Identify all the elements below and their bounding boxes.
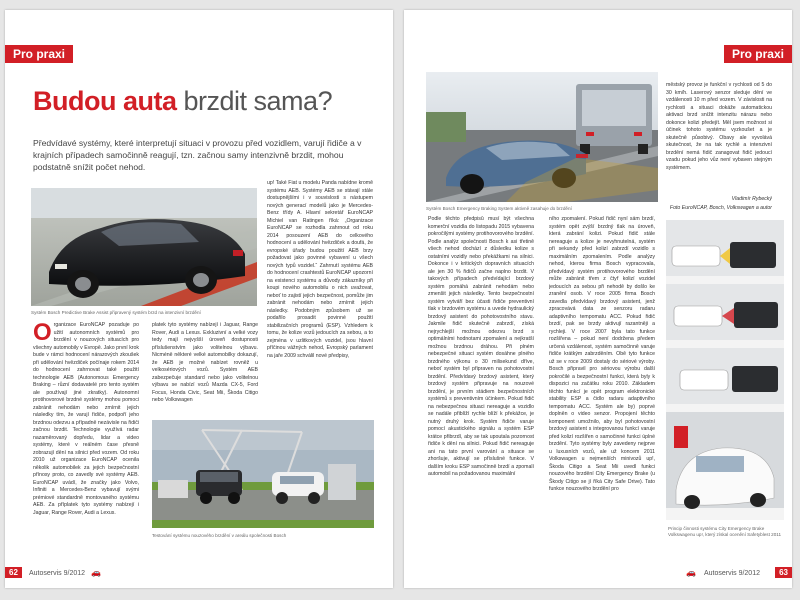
text-column-2: ního zpomalení. Pokud řidič nyní sám brzdí, systém opět zvýší brzdný tlak na úroveň, která zabrání kolizi. Pokud řidič stále nereaguje a kolize je nevyhnutelná, systém při sekundy před kolizí zabrzdí vozidlo s maximálním zpomalením. Podle analýzy nehod, kterou firma Bosch vypracovala, předvídavý systém protihovorového brzdění může zabránit třem z čtyř kolizí vozidel jedoucích za sebou při nehodě by došlo ke zranění osob. V roce 2005 firma Bosch zavedla předvídavý brzdový asistent, jenž zpracovává data ze senzoru radaru adaptivního tempomatu ACC. Pokud řidič brzdí, pak se brzdy aktivují razantněji a rychleji. V roce 2007 byla tato funkce rozšířena – pokud není dodržena předem určená vzdálenost, systém samočinně varuje řidiče krátkým zabrzděním. Obě tyto funkce už se v roce 2009 dostaly do sériové výroby. Bosch připravil pro sériovou výrobu další pokročilé a bezpečnostní funkci, která byly k dispozici na začátku roku 2010. Základem těchto funkcí je opět program elektronické stability ESP a čidlo radaru adaptivního tempomatu ACC. Systém ale by) poprvé doplněn o video senzor. Propojení těchto komponent umožnilo, aby byl pohotovostní brzdový asistent s integrovanou funkcí varuje před kolizí rozšířen o samočinné funkci úplné brzdění. Tyto systémy byly zavedeny nejprve u luxusních vozů, ale už koncem 2011 Volkswagen u nejmenších minivozů up!, Škoda Citigo a Seat Mii uvedl funkci nouzového brzdění City Emergency Brake (u Škody Citigo se jí říká City Safe Drive). Tato funkce nouzového brzdění pro bbox=[549, 216, 655, 492]
magazine-name: Autoservis 9/2012 bbox=[703, 570, 760, 577]
drop-cap: O bbox=[33, 322, 52, 346]
text-column-3: up! Také Fiat u modelu Panda nabídne kromě systému AEB. Systémy AEB se stávají stále dostupnějšími i v souvislosti s nástupem nových generací modelů jako je Mercedes-Benz třídy A. Hlavní sekretář EuroNCAP Michiel van Ratingen říká: „Organizace EuroNCAP se rozhodla zahrnout od roku 2014 posouzení AEB do celkového hodnocení a udělování hvězdiček a doufá, že evropské úřady budou použití AEB brzy požadovat jako povinné vybavení u všech nových typů vozidel.“ Zahrnutí systému AEB do hodnocení crashtestů EuroNCAP upozorní na existenci systému a důvody zákazníky při koupi nového automobilu o nich uvažovat, neboť to zajistí jejich bezpečnost, pomůže jim zabránit nehodám nebo zmírnit jejich následky. Podobným způsobem už se podařilo prosadit povinné použití stabilizačních programů (ESP). Vzhledem k tomu, že kolize vozů jedoucích za sebou, a to zejména v uzlitkových vozidel, jsou hlavní příčinou vážných nehod, Evropský parlament na jaře 2009 schválil nové předpisy, bbox=[267, 180, 373, 359]
title-bold: Budou auta bbox=[33, 86, 177, 116]
right-page bbox=[404, 10, 792, 588]
page-number: 63 bbox=[775, 567, 792, 578]
magazine-name: Autoservis 9/2012 bbox=[29, 570, 86, 577]
page-number: 62 bbox=[5, 567, 22, 578]
text-column-2: platek tyto systémy nabízejí i Jaguar, Range Rover, Audi a Lexus. Exkluzivní a velké vozy tedy mají nejvyšší úroveň dostupnosti příslušenstvím jako volitelnou výbavu. Nicméně některé velké automobilky dokazují, že AEB je možné nabízet rovněž u velkosériových vozů. Systém AEB zabezpečuje standard nebo jako volitelnou výbavu se nabízí vozů Mazda CX-5, Ford Focus, Honda Civic, Seat Mii, Škoda Citigo nebo Volkswagen bbox=[152, 322, 258, 403]
text-column-1: Podle těchto předpisů musí být všechna komerční vozidla do listopadu 2015 vybavena pokročilými systémy protihovorového brzdění. Podle analýz společnosti Bosch k asi třetině všech nehod dochází z důsledku kolize s ostatními vozidly nebo překážkami na silnici. Dokonce i v kritických dopravních situacích ale jen 30 % řidičů začne naplno brzdit. V takových případech předvídající brzdový systém pomáhá zabránit nehodám nebo zmenšit jejich následky. Tento bezpečnostní systém vytváří bez účasti řidiče preventivní tlak v brzdovém systému a uvede hydraulický brzdový asistent do pohotovostního stavu. Jakmile řidič skutečně zabrzdí, získá nejrychlejší možnou odezvu brzd s optimálními hodnotami zpomalení a nejkratší možnou brzdnou dráhou. Při plném nebezpečné situaci systém dosáhne plného brzdného výkonu o 30 milisekund dříve, neboť systém byl připraven na pohotovostní brzdění. Předvídavý brzdový asistent, který brzdový systém připravuje na nouzové brzdění, je prvním stádiem bezpečnostních systémů s preventivním účinkem. Pokud řidič na nebezpečnou situaci nereaguje a vozidlo se nadále přiblíží rychle blíží k překážce, je nutný druhý krok. Systém řidiče varuje pomocí akustického signálu a systém ESP krátce přibrzdí, aby se tak upoutala pozornost řidiče k dění na silnici. Pokud řidič nereaguje ani na tato první varování a situace se zhoršuje, aktivují se příslušné funkce. V dalším kroku ESP samočinně brzdí a zpomalí automobil na požadovanou maximální bbox=[428, 216, 534, 477]
diagram-city-emergency-brake bbox=[666, 220, 784, 520]
car-icon: 🚗 bbox=[91, 568, 101, 577]
photo-emergency-braking bbox=[426, 72, 658, 202]
author-signature: Vladimír Rybecký bbox=[731, 196, 772, 202]
lead-paragraph: Předvídavé systémy, které interpretují situaci v provozu před vozidlem, varují řidiče a v krajních případech samočinně reagují, tzn. začnou samy intenzivně brzdit, mohou podstatně snížit počet nehod. bbox=[33, 138, 362, 172]
article-title bbox=[33, 86, 332, 117]
photo-brake-test bbox=[152, 420, 374, 528]
photo-caption: Systém Bosch Predictive Brake Assist připravený systém brzd na intenzivní brzdění bbox=[31, 310, 201, 315]
title-normal: brzdit sama? bbox=[183, 86, 333, 116]
car-icon: 🚗 bbox=[686, 568, 696, 577]
text-column-3: městský provoz je funkční v rychlosti od 5 do 30 km/h. Laserový senzor sleduje dění ve vzdálenosti 10 m před vozem. V závislosti na rychlosti a situaci dokáže automatickou aktivaci brzd snížit intenzitu nárazu nebo dokonce kolizi předejít. Měl jsem možnost si účinek tohoto systému vyzkoušet a je skutečně působivý. Obavy ale vyvolává skutečnost, že na tak rychlé a intenzivní brzdění nemá řidič zanagovat řidič jedoucí vzadu pokud jeho vůz není vybaven stejným systémem. bbox=[666, 82, 772, 171]
left-page bbox=[5, 10, 393, 588]
photo-credit: Foto EuroNCAP, Bosch, Volkswagen a autor bbox=[669, 205, 772, 211]
text-column-1: Organizace EuroNCAP pozaduje po užití autonomních systémů pro brzdění v nouzových situacích pro všechny automobily v Evropě. Jako první krok bude v rámci hodnocení nárazových zkoušek při udělování hvězdiček počínaje rokem 2014 do hodnocení zahrnovat také použití technologie AEB (Autonomous Emergency Braking – různí dodavatelé pro tento systém ale používají jiné zkratky). Autonomní protihovorové brzdné systémy mohou pomoci zabránit nehodám nebo zmírnit jejich následky tím, že varují řidiče, podpoří jeho brzdnou odezvu a případně nezávisle na řidiči začnou brzdit. Technologie využívá radar nazaměrovaný dopředu, lidar a video systémy, které v reálném čase přesně zobrazují dění na silnici před vozem. Od roku 2010 už organizace EuroNCAP ocenila několik automobilek za jejich bezpečnostní přínosy proto, co zavedly své systémy AEB. EuroNCAP uvádí, že značky jako Volvo, Infiniti a Mercedes-Benz vybavují svými prémiové standardně montovaného systému AEB. Za příplatek tyto systémy nabízejí i Jaguar, Range Rover, Audi a Lexus. bbox=[33, 322, 139, 516]
photo-caption: Testování systému nouzového brzdění v areálu společnosti Bosch bbox=[152, 533, 287, 538]
diagram-caption: Princip činnosti systému City Emergency Brake Volkswagenu up!, který získal ocenění Safetyblest 2011 bbox=[668, 526, 782, 537]
photo-predictive-brake bbox=[31, 188, 257, 306]
section-tab: Pro praxi bbox=[5, 45, 73, 63]
photo-caption: Systém Bosch Emergency Braking System aktivně zasahuje do brzdění bbox=[426, 206, 572, 211]
section-tab: Pro praxi bbox=[724, 45, 792, 63]
